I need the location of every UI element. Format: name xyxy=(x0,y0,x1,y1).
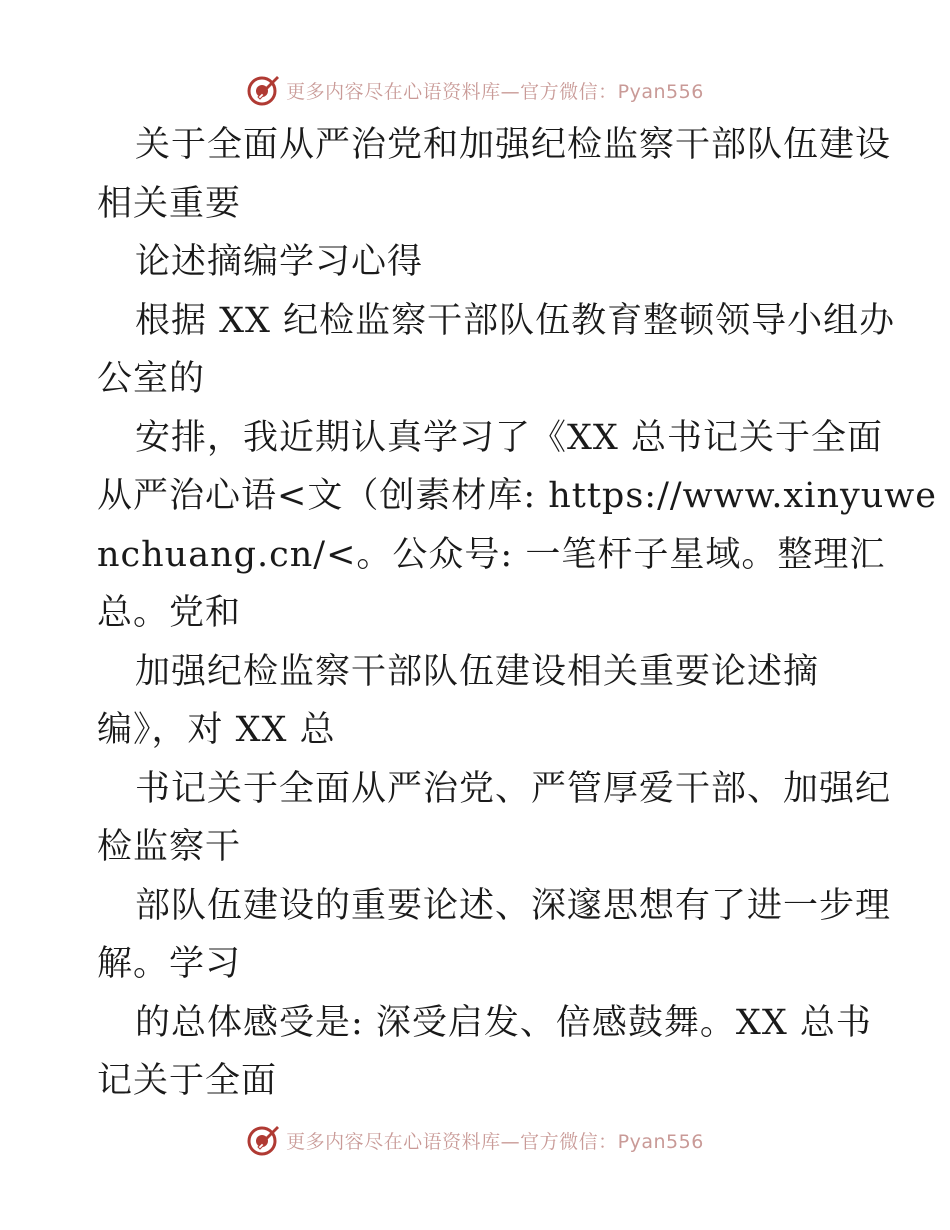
text-line: nchuang.cn/<。公众号: 一笔杆子星域。整理汇 xyxy=(97,534,886,575)
bottom-watermark-banner xyxy=(0,1120,950,1160)
top-watermark-banner xyxy=(0,70,950,110)
red-quill-seal-icon xyxy=(246,1123,280,1157)
text-line: 从严治心语<文（创素材库: https://www.xinyuwe xyxy=(97,476,937,516)
text-line: 编》，对 XX 总 xyxy=(97,710,336,750)
text-line: 书记关于全面从严治党、严管厚爱干部、加强纪 xyxy=(135,768,892,809)
watermark-text: 更多内容尽在心语资料库—官方微信：Pyan556 xyxy=(286,1130,704,1153)
text-line: 总。党和 xyxy=(97,593,242,633)
document-body xyxy=(97,116,937,1111)
text-line: 论述摘编学习心得 xyxy=(135,242,424,282)
red-quill-seal-icon xyxy=(246,73,280,107)
text-line: 安排，我近期认真学习了《XX 总书记关于全面 xyxy=(135,417,883,458)
text-line: 检监察干 xyxy=(97,827,242,867)
text-line: 关于全面从严治党和加强纪检监察干部队伍建设 xyxy=(135,125,892,165)
text-line: 部队伍建设的重要论述、深邃思想有了进一步理 xyxy=(135,885,892,926)
text-line: 公室的 xyxy=(97,359,206,399)
text-line: 记关于全面 xyxy=(97,1061,278,1101)
watermark-text: 更多内容尽在心语资料库—官方微信：Pyan556 xyxy=(286,80,704,103)
text-line: 的总体感受是: 深受启发、倍感鼓舞。XX 总书 xyxy=(135,1002,872,1043)
text-line: 相关重要 xyxy=(97,183,242,224)
text-line: 解。学习 xyxy=(97,944,242,984)
text-line: 加强纪检监察干部队伍建设相关重要论述摘 xyxy=(135,651,820,692)
text-line: 根据 XX 纪检监察干部队伍教育整顿领导小组办 xyxy=(135,300,896,341)
